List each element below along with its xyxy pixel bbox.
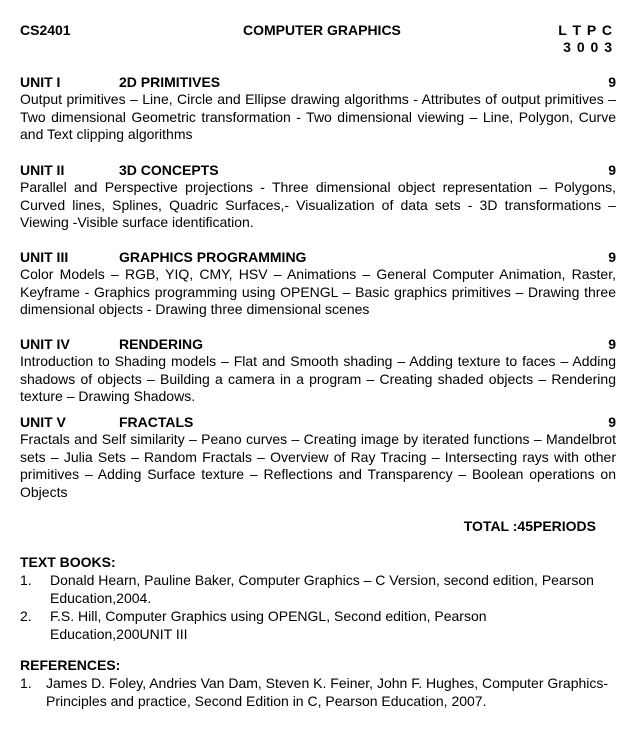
list-number: 1. [20,572,32,588]
unit-content: Output primitives – Line, Circle and Ellipse drawing algorithms - Attributes of output primitives – Two dimensional Geometric transformation - Two dimensional viewing – Line, Polygon, Curve and Text clipping algorithms [20,91,616,142]
unit-code: UNIT V [20,414,66,430]
reference-entry: James D. Foley, Andries Van Dam, Steven K. Feiner, John F. Hughes, Computer Graphics- Principles and practice, Second Edition in C, Pearson Education, 2007. [46,675,609,709]
unit-title: GRAPHICS PROGRAMMING [119,249,307,265]
unit-code: UNIT I [20,74,61,90]
text-book-item [20,571,600,607]
unit-code: UNIT II [20,162,65,178]
reference-item [20,674,610,710]
text-books-section [20,554,600,643]
text-book-entry: F.S. Hill, Computer Graphics using OPENGL, Second edition, Pearson Education,200UNIT III [50,608,487,642]
unit-title: RENDERING [119,336,204,352]
unit-content: Fractals and Self similarity – Peano curves – Creating image by iterated functions – Mandelbrot sets – Julia Sets – Random Fractals – Overview of Ray Tracing – Intersecting rays with other primitives – Adding Surface texture – Reflections and Transparency – Boolean operations on Objects [20,431,616,500]
text-books-heading: TEXT BOOKS: [20,554,116,570]
unit-content: Color Models – RGB, YIQ, CMY, HSV – Animations – General Computer Animation, Raster, Keyframe - Graphics programming using OPENGL – Basic graphics primitives – Drawing three dimensional objects - Drawing three dimensional scenes [20,266,616,317]
unit-code: UNIT IV [20,336,70,352]
unit-section [20,413,616,501]
course-code: CS2401 [20,22,71,38]
unit-hours: 9 [608,74,616,90]
unit-content: Parallel and Perspective projections - Three dimensional object representation – Polygons, Curved lines, Splines, Quadric Surfaces,- Visualization of data sets - 3D transformations – Viewing -Visible surface identification. [20,179,616,230]
references-heading: REFERENCES: [20,657,121,673]
list-number: 1. [20,675,32,691]
ltpc-values: 3 0 0 3 [563,39,612,55]
references-section [20,657,610,710]
unit-title: 2D PRIMITIVES [119,74,221,90]
unit-header [20,413,616,431]
list-number: 2. [20,608,32,624]
unit-header [20,161,616,179]
unit-header [20,248,616,266]
unit-header [20,335,616,353]
total-periods: TOTAL :45PERIODS [463,518,596,534]
unit-hours: 9 [608,162,616,178]
unit-hours: 9 [608,336,616,352]
unit-section [20,335,616,406]
unit-section [20,73,616,144]
ltpc-labels: L T P C [558,22,612,38]
course-title: COMPUTER GRAPHICS [243,22,401,38]
unit-hours: 9 [608,249,616,265]
unit-code: UNIT III [20,249,69,265]
unit-title: 3D CONCEPTS [119,162,219,178]
text-book-entry: Donald Hearn, Pauline Baker, Computer Graphics – C Version, second edition, Pearson Education,2004. [50,572,594,606]
unit-hours: 9 [608,414,616,430]
unit-header [20,73,616,91]
text-book-item [20,607,600,643]
unit-section [20,248,616,319]
unit-content: Introduction to Shading models – Flat and Smooth shading – Adding texture to faces – Adding shadows of objects – Building a camera in a program – Creating shaded objects – Rendering texture – Drawing Shadows. [20,353,616,404]
unit-title: FRACTALS [119,414,194,430]
unit-section [20,161,616,232]
